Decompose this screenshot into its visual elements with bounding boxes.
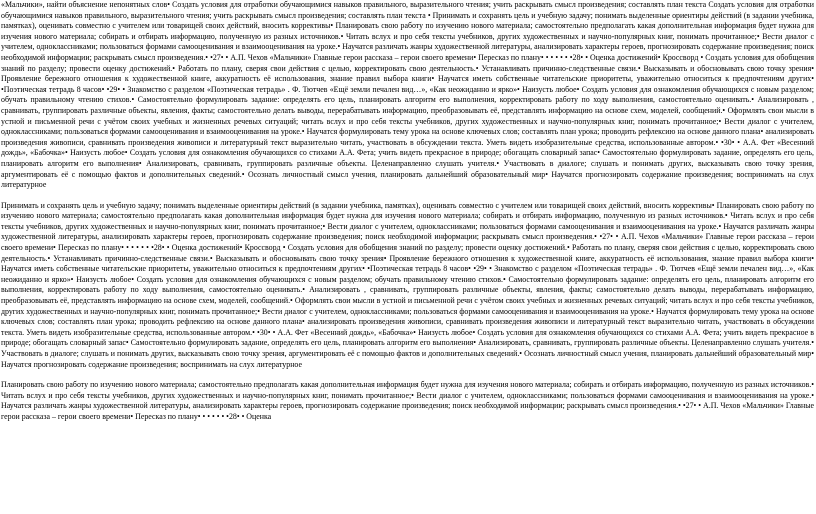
paragraph-3: Планировать свою работу по изучению нового материала; самостоятельно предполагать какая дополнительная информация будет нужна для изучения нового материала; собирать и отбирать информацию, полученную из разных источников.• Читать вслух и про себя тексты учебников, других художественных и научно-популярных книг, понимать прочитанное;• Вести диалог с учителем, одноклассниками; пользоваться формами самооценивания и взаимооценивания на уроке.• Научатся различать жанры художественной литературы, анализировать характеры героев, прогнозировать содержание произведения; поиск необходимой информации; раскрывать смысл произведения.• •27• • А.П. Чехов «Мальчики» Главные герои рассказа – герои своего времени• Пересказ по плану• • • • • • •28• • Оценка [1,380,814,421]
paragraph-2: Принимать и сохранять цель и учебную задачу; понимать выделенные ориентиры действий (в задании учебника, памятках), оценивать совместно с учителем или товарищей своих действий, вносить коррективы• Планировать свою работу по изучению нового материала; самостоятельно предполагать какая дополнительная информация будет нужна для изучения нового материала; собирать и отбирать информацию, полученную из разных источников.• Читать вслух и про себя тексты учебников, других художественных и научно-популярных книг, понимать прочитанное;• Вести диалог с учителем, одноклассниками; пользоваться формами самооценивания и взаимооценивания на уроке.• Научатся различать жанры художественной литературы, анализировать характеры героев, прогнозировать содержание произведения; поиск необходимой информации; раскрывать смысл произведения.• •27• • А.П. Чехов «Мальчики» Главные герои рассказа – герои своего времени• Пересказ по плану• • • • • • •28• • Оценка достижений• Кроссворд • Создать условия для обобщения знаний по разделу; провести оценку достижений.• Работать по плану, сверяя свои действия с целью, корректировать свою деятельность.• Устанавливать причинно-следственные связи.• Высказывать и обосновывать свою точку зрения• Проявление бережного отношения к художественной книге, аккуратность её использования, знание правил выбора книги• Научатся иметь собственные читательские приоритеты, уважительно относиться к предпочтениям других• •Поэтическая тетрадь 8 часов• •29• • Знакомство с разделом «Поэтическая тетрадь» . Ф. Тютчев «Ещё земли печален вид…», «Как неожиданно и ярко»• Наизусть любое• Создать условия для ознакомления обучающихся с новым разделом; обучать правильному чтению стихов.• Самостоятельно формулировать задание: определять его цель, планировать алгоритм его выполнения, корректировать работу по ходу выполнения, самостоятельно оценивать.• Анализировать , сравнивать, группировать различные объекты, явления, факты; самостоятельно делать выводы, перерабатывать информацию, преобразовывать её, представлять информацию на основе схем, моделей, сообщений.• Оформлять свои мысли в устной и письменной речи с учётом своих учебных и жизненных речевых ситуаций; читать вслух и про себя тексты учебников, других художественных и научно-популярных книг, понимать прочитанное;• Вести диалог с учителем, одноклассниками; пользоваться формами самооценивания и взаимооценивания на уроке.• Научатся формулировать тему урока на основе ключевых слов; составлять план урока; проводить рефлексию на основе данного плана• анализировать произведения живописи, сравнивать произведения живописи и литературный текст выразительно читать, участвовать в обсуждении текста. Уметь видеть изобразительные средства, использованные автором.• •30• • А.А. Фет «Весенний дождь», «Бабочка»• Наизусть любое• Создать условия для ознакомления обучающихся со стихами А.А. Фета; учить видеть прекрасное в природе; обогащать словарный запас• Самостоятельно формулировать задание, определять его цель, планировать алгоритм его выполнения• Анализировать, сравнивать, группировать различные объекты. Целенаправленно слушать учителя.• Участвовать в диалоге; слушать и понимать других, высказывать свою точку зрения, аргументировать её с помощью фактов и дополнительных сведений.• Осознать личностный смысл учения, планировать дальнейший образовательный мир• Научатся прогнозировать содержание произведения; воспринимать на слух литературное [1,200,814,369]
paragraph-gap [1,370,814,380]
paragraph-gap [1,191,814,201]
paragraph-1: «Мальчики», найти объяснение непонятных слов• Создать условия для отработки обучающимися навыков правильного, выразительного чтения; учить раскрывать смысл произведения; составлять план текста Создать условия для отработки обучающимися навыков правильного, выразительного чтения; учить раскрывать смысл произведения; составлять план текста • Принимать и сохранять цель и учебную задачу; понимать выделенные ориентиры действий (в задании учебника, памятках), оценивать совместно с учителем или товарищей своих действий, вносить коррективы• Планировать свою работу по изучению нового материала; самостоятельно предполагать какая дополнительная информация будет нужна для изучения нового материала; собирать и отбирать информацию, полученную из разных источников.• Читать вслух и про себя тексты учебников, других художественных и научно-популярных книг, понимать прочитанное;• Вести диалог с учителем, одноклассниками; пользоваться формами самооценивания и взаимооценивания на уроке.• Научатся различать жанры художественной литературы, анализировать характеры героев, прогнозировать содержание произведения; поиск необходимой информации; раскрывать смысл произведения.• •27• • А.П. Чехов «Мальчики» Главные герои рассказа – герои своего времени• Пересказ по плану• • • • • • •28• • Оценка достижений• Кроссворд • Создать условия для обобщения знаний по разделу; провести оценку достижений.• Работать по плану, сверяя свои действия с целью, корректировать свою деятельность.• Устанавливать причинно-следственные связи.• Высказывать и обосновывать свою точку зрения• Проявление бережного отношения к художественной книге, аккуратность её использования, знание правил выбора книги• Научатся иметь собственные читательские приоритеты, уважительно относиться к предпочтениям других• •Поэтическая тетрадь 8 часов• •29• • Знакомство с разделом «Поэтическая тетрадь» . Ф. Тютчев «Ещё земли печален вид…», «Как неожиданно и ярко»• Наизусть любое• Создать условия для ознакомления обучающихся с новым разделом; обучать правильному чтению стихов.• Самостоятельно формулировать задание: определять его цель, планировать алгоритм его выполнения, корректировать работу по ходу выполнения, самостоятельно оценивать.• Анализировать , сравнивать, группировать различные объекты, явления, факты; самостоятельно делать выводы, перерабатывать информацию, преобразовывать её, представлять информацию на основе схем, моделей, сообщений.• Оформлять свои мысли в устной и письменной речи с учётом своих учебных и жизненных речевых ситуаций; читать вслух и про себя тексты учебников, других художественных и научно-популярных книг, понимать прочитанное;• Вести диалог с учителем, одноклассниками; пользоваться формами самооценивания и взаимооценивания на уроке.• Научатся формулировать тему урока на основе ключевых слов; составлять план урока; проводить рефлексию на основе данного плана• анализировать произведения живописи, сравнивать произведения живописи и литературный текст выразительно читать, участвовать в обсуждении текста. Уметь видеть изобразительные средства, использованные автором.• •30• • А.А. Фет «Весенний дождь», «Бабочка»• Наизусть любое• Создать условия для ознакомления обучающихся со стихами А.А. Фета; учить видеть прекрасное в природе; обогащать словарный запас• Самостоятельно формулировать задание, определять его цель, планировать алгоритм его выполнения• Анализировать, сравнивать, группировать различные объекты. Целенаправленно слушать учителя.• Участвовать в диалоге; слушать и понимать других, высказывать свою точку зрения, аргументировать её с помощью фактов и дополнительных сведений.• Осознать личностный смысл учения, планировать дальнейший образовательный мир• Научатся прогнозировать содержание произведения; воспринимать на слух литературное [1,0,814,190]
